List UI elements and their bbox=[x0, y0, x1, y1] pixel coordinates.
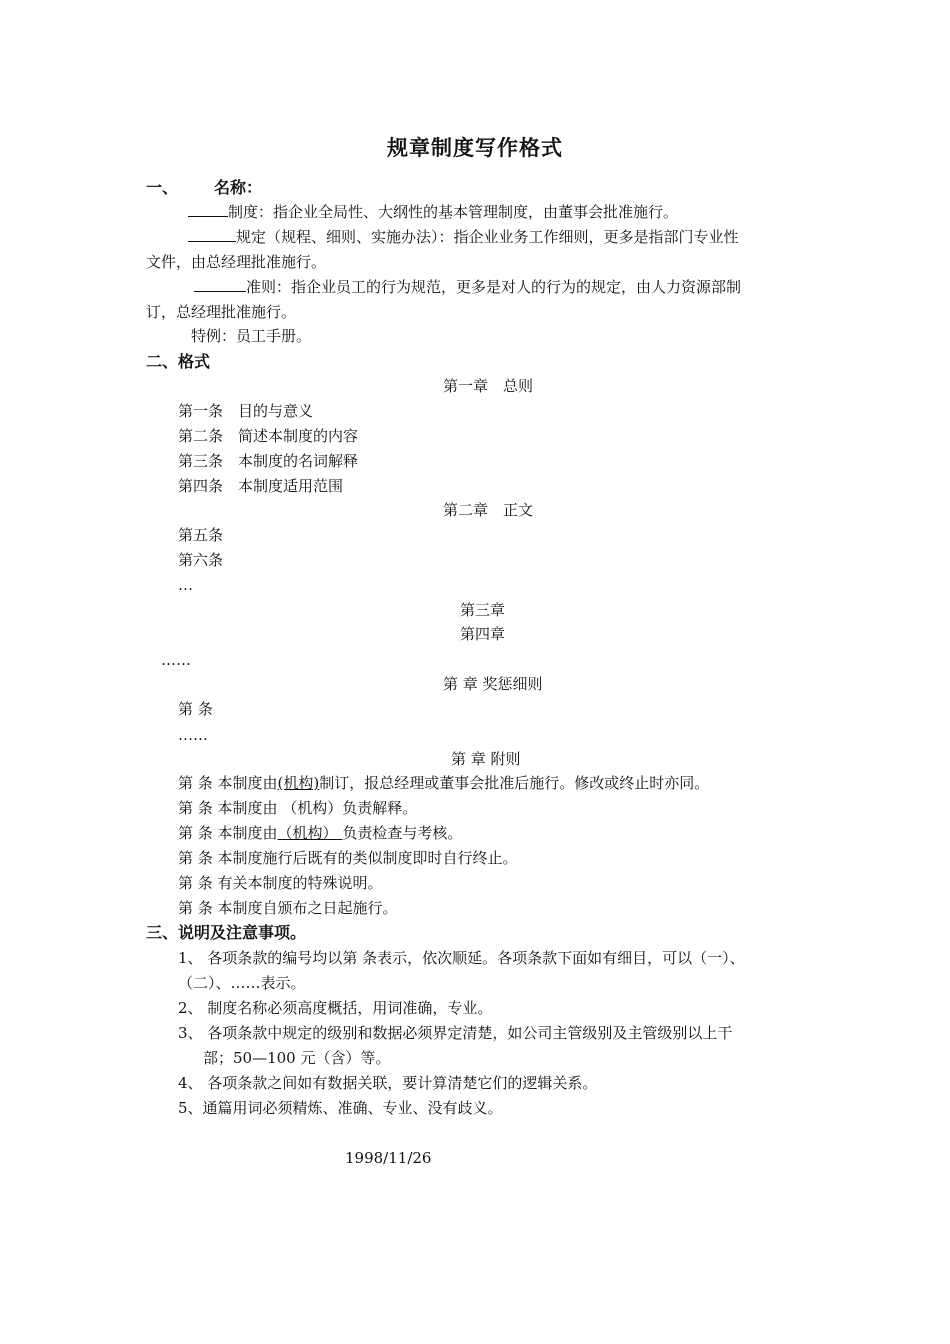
article-6: 第六条 bbox=[178, 551, 224, 569]
definition-zhunze-line1 bbox=[194, 277, 741, 297]
chapter-reward: 第 章 奖惩细则 bbox=[443, 675, 543, 693]
note-3-line1: 3、 各项条款中规定的级别和数据必须界定清楚，如公司主管级别及主管级别以上干 bbox=[178, 1024, 733, 1042]
definition-zhidu bbox=[188, 202, 678, 222]
appendix-text: 第 条 本制度由 bbox=[178, 824, 278, 842]
article-4: 第四条 本制度适用范围 bbox=[178, 477, 344, 495]
appendix-article-6: 第 条 本制度自颁布之日起施行。 bbox=[178, 899, 398, 917]
appendix-text: 第 条 本制度由 bbox=[178, 774, 278, 792]
appendix-article-3 bbox=[178, 823, 462, 843]
chapter-appendix: 第 章 附则 bbox=[451, 750, 521, 768]
article-blank: 第 条 bbox=[178, 700, 213, 718]
chapter-1: 第一章 总则 bbox=[443, 377, 534, 395]
section-3-heading: 三、说明及注意事项。 bbox=[146, 923, 307, 942]
appendix-text: 负责检查与考核。 bbox=[342, 824, 463, 842]
definition-zhunze-line2: 订，总经理批准施行。 bbox=[146, 303, 297, 321]
article-1: 第一条 目的与意义 bbox=[178, 402, 314, 420]
org-placeholder: (机构) bbox=[277, 774, 320, 792]
appendix-article-2: 第 条 本制度由 （机构）负责解释。 bbox=[178, 799, 418, 817]
ellipsis: … bbox=[178, 576, 193, 594]
article-5: 第五条 bbox=[178, 526, 224, 544]
appendix-article-5: 第 条 有关本制度的特殊说明。 bbox=[178, 874, 383, 892]
definition-guiding-line1 bbox=[188, 227, 739, 247]
chapter-4: 第四章 bbox=[460, 625, 506, 643]
section-2-heading: 二、格式 bbox=[146, 352, 211, 371]
note-2: 2、 制度名称必须高度概括，用词准确，专业。 bbox=[178, 999, 493, 1017]
appendix-text: 制订，报总经理或董事会批准后施行。修改或终止时亦同。 bbox=[319, 774, 710, 792]
definition-zhidu-text: 制度：指企业全局性、大纲性的基本管理制度，由董事会批准施行。 bbox=[228, 203, 679, 221]
appendix-article-1 bbox=[178, 773, 709, 793]
appendix-article-4: 第 条 本制度施行后既有的类似制度即时自行终止。 bbox=[178, 849, 518, 867]
note-1-line1: 1、 各项条款的编号均以第 条表示，依次顺延。各项条款下面如有细目，可以（一）、 bbox=[178, 949, 745, 967]
article-3: 第三条 本制度的名词解释 bbox=[178, 452, 359, 470]
note-1-line2: （二）、……表示。 bbox=[178, 974, 306, 992]
definition-guiding-text: 规定（规程、细则、实施办法）：指企业业务工作细则，更多是指部门专业性 bbox=[236, 228, 739, 246]
chapter-3: 第三章 bbox=[460, 601, 506, 619]
note-4: 4、 各项条款之间如有数据关联，要计算清楚它们的逻辑关系。 bbox=[178, 1074, 598, 1092]
chapter-2: 第二章 正文 bbox=[443, 501, 534, 519]
note-3-line2: 部；50—100 元（含）等。 bbox=[203, 1049, 391, 1067]
ellipsis: …… bbox=[161, 651, 191, 669]
page-title: 规章制度写作格式 bbox=[387, 136, 563, 160]
org-placeholder: （机构） bbox=[277, 824, 338, 842]
fill-blank bbox=[194, 277, 246, 292]
fill-blank bbox=[188, 202, 228, 217]
document-date: 1998/11/26 bbox=[345, 1149, 432, 1167]
fill-blank bbox=[188, 227, 236, 242]
special-case: 特例：员工手册。 bbox=[191, 327, 312, 345]
article-2: 第二条 简述本制度的内容 bbox=[178, 427, 359, 445]
section-1-heading bbox=[146, 178, 262, 198]
definition-zhunze-text: 准则：指企业员工的行为规范，更多是对人的行为的规定，由人力资源部制 bbox=[246, 278, 742, 296]
section-1-title: 名称： bbox=[214, 178, 263, 197]
definition-guiding-line2: 文件，由总经理批准施行。 bbox=[146, 253, 327, 271]
ellipsis: …… bbox=[178, 726, 208, 744]
section-1-number: 一、 bbox=[146, 178, 179, 197]
note-5: 5、通篇用词必须精炼、准确、专业、没有歧义。 bbox=[178, 1099, 503, 1117]
